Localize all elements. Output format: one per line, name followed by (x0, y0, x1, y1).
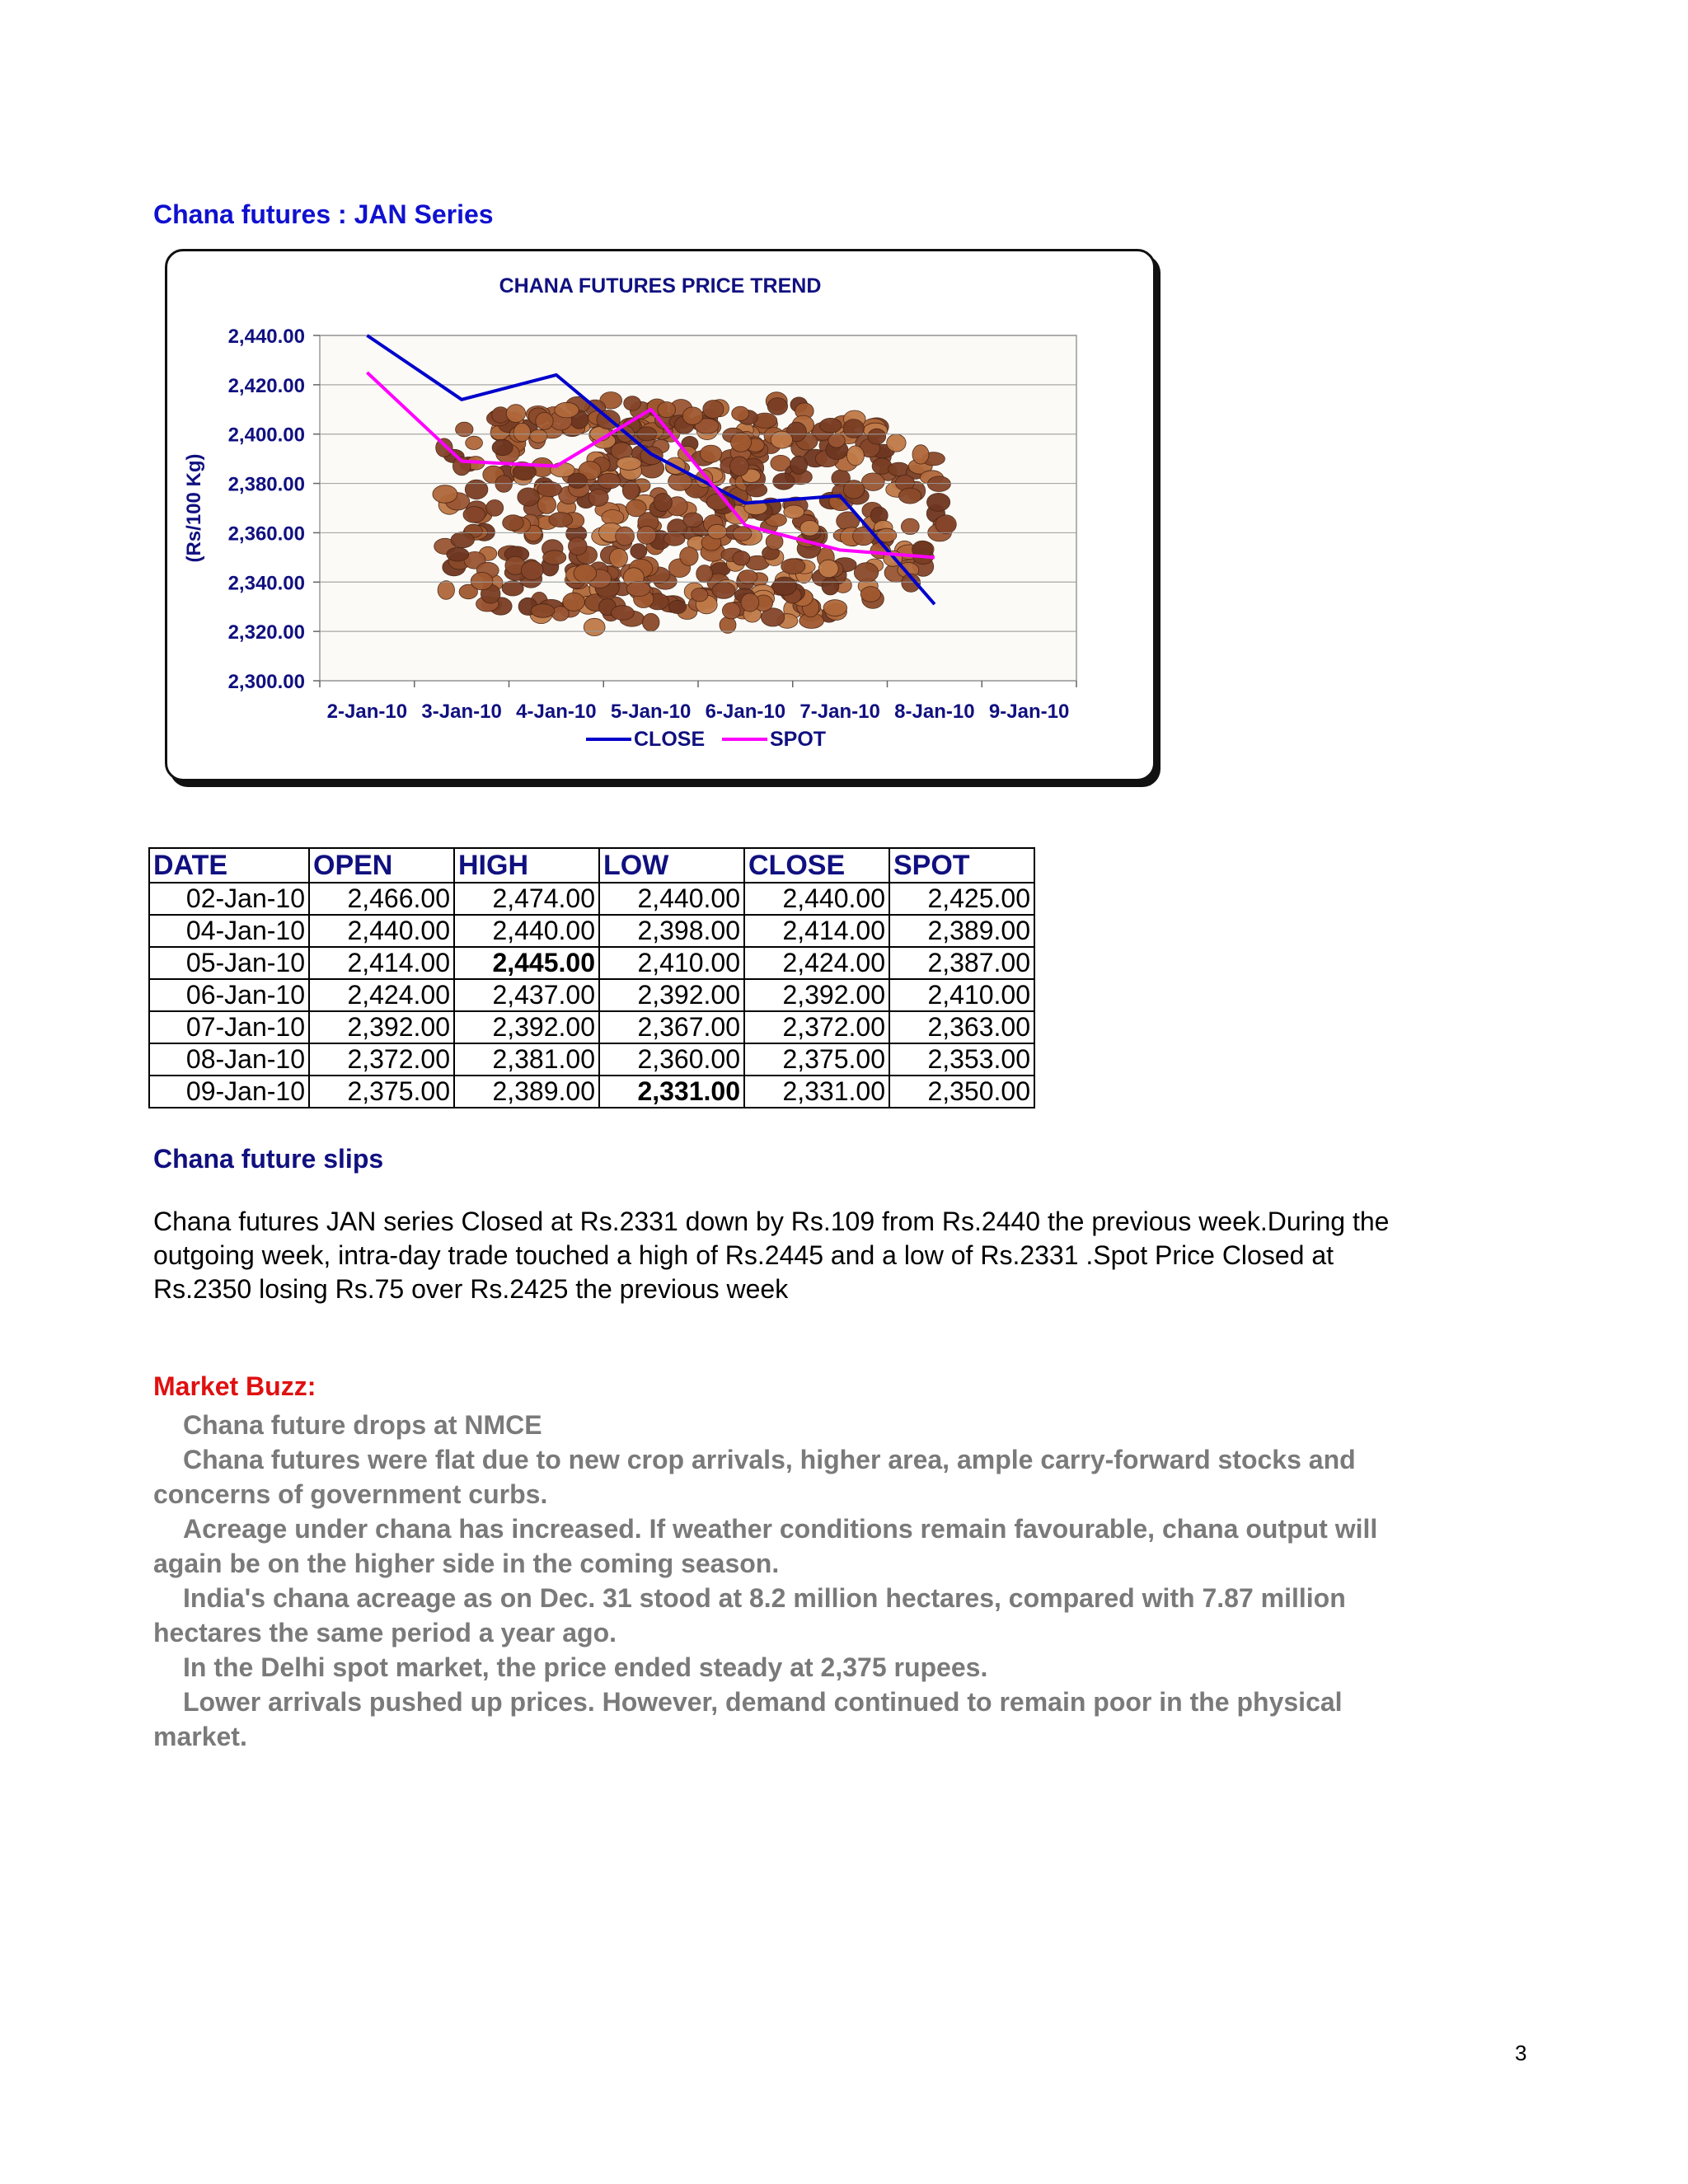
y-tick-label: 2,440.00 (227, 326, 305, 348)
x-tick-label: 9-Jan-10 (988, 701, 1070, 723)
column-header: DATE (149, 848, 309, 883)
y-tick-label: 2,340.00 (227, 572, 305, 595)
table-cell: 05-Jan-10 (149, 947, 309, 979)
buzz-item: Acreage under chana has increased. If weather conditions remain favourable, chana output will again be on the higher side in the coming season. (153, 1514, 1378, 1578)
table-cell: 2,392.00 (599, 979, 744, 1011)
table-cell: 2,440.00 (744, 883, 889, 915)
table-cell: 2,425.00 (889, 883, 1034, 915)
section-title: Chana futures : JAN Series (153, 199, 494, 229)
y-tick-label: 2,300.00 (227, 671, 305, 693)
table-cell: 2,367.00 (599, 1011, 744, 1043)
buzz-item: India's chana acreage as on Dec. 31 stood at 8.2 million hectares, compared with 7.87 million hectares the same period a year ago. (153, 1583, 1346, 1647)
table-cell: 07-Jan-10 (149, 1011, 309, 1043)
x-tick-label: 5-Jan-10 (610, 701, 692, 723)
table-row (149, 883, 1034, 915)
table-cell: 2,424.00 (309, 979, 454, 1011)
table-cell: 2,360.00 (599, 1043, 744, 1076)
table-cell: 2,424.00 (744, 947, 889, 979)
x-tick-label: 3-Jan-10 (421, 701, 502, 723)
y-tick-label: 2,400.00 (227, 424, 305, 447)
table-cell: 2,372.00 (744, 1011, 889, 1043)
table-row (149, 979, 1034, 1011)
x-tick-label: 7-Jan-10 (799, 701, 880, 723)
chart-title: CHANA FUTURES PRICE TREND (499, 274, 822, 298)
table-cell: 2,392.00 (454, 1011, 599, 1043)
table-body (149, 883, 1034, 1108)
column-header: LOW (599, 848, 744, 883)
market-buzz-heading: Market Buzz: (153, 1371, 316, 1401)
table-row (149, 1076, 1034, 1108)
slips-paragraph: Chana futures JAN series Closed at Rs.2331 down by Rs.109 from Rs.2440 the previous week.During the outgoing week, intra-day trade touched a high of Rs.2445 and a low of Rs.2331 .Spot Price Closed at Rs.2350 losing Rs.75 over Rs.2425 the previous week (153, 1207, 1390, 1304)
table-cell: 2,474.00 (454, 883, 599, 915)
table-cell: 2,389.00 (454, 1076, 599, 1108)
table-cell: 2,353.00 (889, 1043, 1034, 1076)
y-tick-label: 2,380.00 (227, 473, 305, 496)
table-cell: 2,392.00 (309, 1011, 454, 1043)
table-cell: 2,387.00 (889, 947, 1034, 979)
table-cell: 08-Jan-10 (149, 1043, 309, 1076)
y-tick-label: 2,320.00 (227, 621, 305, 644)
table-row (149, 915, 1034, 947)
legend-label: SPOT (770, 728, 827, 751)
table-cell: 2,331.00 (599, 1076, 744, 1108)
buzz-item: Chana futures were flat due to new crop arrivals, higher area, ample carry-forward stocks and concerns of government curbs. (153, 1445, 1356, 1509)
x-tick-label: 8-Jan-10 (894, 701, 975, 723)
column-header: HIGH (454, 848, 599, 883)
x-tick-label: 6-Jan-10 (705, 701, 786, 723)
table-cell: 2,375.00 (309, 1076, 454, 1108)
table-cell: 2,398.00 (599, 915, 744, 947)
column-header: SPOT (889, 848, 1034, 883)
y-axis-label: (Rs/100 Kg) (183, 453, 205, 563)
chart-canvas (167, 251, 1153, 779)
table-cell: 09-Jan-10 (149, 1076, 309, 1108)
y-tick-label: 2,420.00 (227, 374, 305, 397)
plot-area (320, 335, 1076, 681)
legend-label: CLOSE (634, 728, 706, 751)
table-row (149, 1011, 1034, 1043)
buzz-item: In the Delhi spot market, the price ended steady at 2,375 rupees. (183, 1652, 988, 1682)
price-table (148, 847, 1035, 1108)
column-header: OPEN (309, 848, 454, 883)
table-cell: 2,414.00 (309, 947, 454, 979)
page-number: 3 (1515, 2041, 1527, 2065)
table-cell: 02-Jan-10 (149, 883, 309, 915)
table-cell: 2,410.00 (599, 947, 744, 979)
table-cell: 2,414.00 (744, 915, 889, 947)
table-cell: 2,375.00 (744, 1043, 889, 1076)
table-cell: 2,466.00 (309, 883, 454, 915)
buzz-item: Chana future drops at NMCE (183, 1410, 542, 1440)
table-cell: 2,331.00 (744, 1076, 889, 1108)
table-cell: 2,363.00 (889, 1011, 1034, 1043)
table-header-row (149, 848, 1034, 883)
x-tick-label: 2-Jan-10 (326, 701, 408, 723)
table-cell: 2,445.00 (454, 947, 599, 979)
buzz-item: Lower arrivals pushed up prices. However, demand continued to remain poor in the physical market. (153, 1687, 1343, 1751)
table-row (149, 947, 1034, 979)
market-buzz-list (153, 1408, 1439, 1754)
y-tick-label: 2,360.00 (227, 523, 305, 546)
slips-heading: Chana future slips (153, 1144, 384, 1174)
table-cell: 2,392.00 (744, 979, 889, 1011)
table-cell: 2,372.00 (309, 1043, 454, 1076)
table-cell: 2,437.00 (454, 979, 599, 1011)
table-cell: 2,410.00 (889, 979, 1034, 1011)
table-cell: 06-Jan-10 (149, 979, 309, 1011)
table-cell: 2,350.00 (889, 1076, 1034, 1108)
table-cell: 2,440.00 (454, 915, 599, 947)
table-row (149, 1043, 1034, 1076)
column-header: CLOSE (744, 848, 889, 883)
x-tick-label: 4-Jan-10 (516, 701, 597, 723)
table-cell: 2,440.00 (309, 915, 454, 947)
table-cell: 2,389.00 (889, 915, 1034, 947)
table-cell: 2,381.00 (454, 1043, 599, 1076)
table-cell: 04-Jan-10 (149, 915, 309, 947)
price-trend-chart (165, 249, 1156, 781)
table-cell: 2,440.00 (599, 883, 744, 915)
